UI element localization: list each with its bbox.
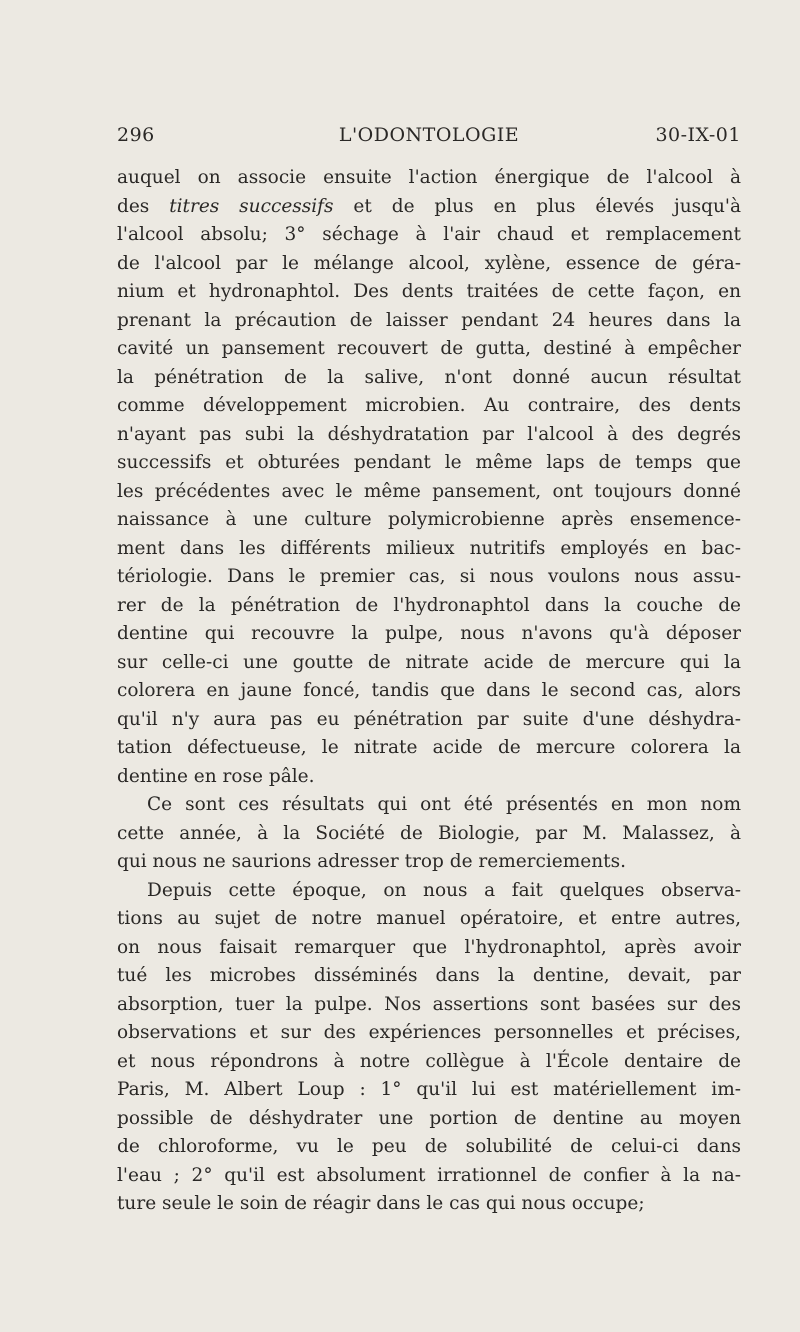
text-line: l'alcool absolu; 3° séchage à l'air chaud et remplacement — [117, 224, 741, 245]
text-line: de chloroforme, vu le peu de solubilité de celui-ci dans — [117, 1136, 741, 1157]
journal-title: L'ODONTOLOGIE — [338, 124, 520, 146]
text-line: n'ayant pas subi la déshydratation par l'alcool à des degrés — [117, 423, 741, 445]
text-line: successifs et obturées pendant le même laps de temps que — [117, 452, 741, 473]
paragraph — [117, 877, 741, 1219]
page-number: 296 — [117, 124, 155, 146]
text-line: tions au sujet de notre manuel opératoire, et entre autres, — [117, 908, 741, 929]
text-line: et nous répondrons à notre collègue à l'École dentaire de — [117, 1050, 741, 1072]
text-line: cette année, à la Société de Biologie, par M. Malassez, à — [117, 822, 741, 844]
text-line: qu'il n'y aura pas eu pénétration par suite d'une déshydra- — [117, 708, 741, 730]
text-line: de l'alcool par le mélange alcool, xylène, essence de géra- — [117, 252, 741, 274]
text-line: comme développement microbien. Au contraire, des dents — [117, 395, 741, 416]
issue-date: 30-IX-01 — [655, 124, 741, 146]
running-header — [117, 124, 741, 154]
text-line: les précédentes avec le même pansement, ont toujours donné — [117, 480, 741, 502]
text-line: tation défectueuse, le nitrate acide de mercure colorera la — [117, 737, 741, 758]
italic-text: titres successifs — [169, 195, 334, 217]
text-line: dentine en rose pâle. — [117, 765, 315, 787]
paragraph — [117, 164, 741, 791]
text-line: qui nous ne saurions adresser trop de remerciements. — [117, 851, 626, 872]
text-line: possible de déshydrater une portion de dentine au moyen — [117, 1107, 741, 1129]
text-line: Depuis cette époque, on nous a fait quelques observa- — [147, 879, 741, 901]
text-line: Ce sont ces résultats qui ont été présentés en mon nom — [147, 794, 741, 815]
text-line: on nous faisait remarquer que l'hydronaphtol, après avoir — [117, 936, 741, 958]
body-text — [117, 164, 741, 1219]
text-line: cavité un pansement recouvert de gutta, destiné à empêcher — [117, 338, 741, 359]
text-line: tériologie. Dans le premier cas, si nous voulons nous assu- — [117, 566, 741, 587]
text-line: la pénétration de la salive, n'ont donné aucun résultat — [117, 366, 741, 388]
text-line: dentine qui recouvre la pulpe, nous n'avons qu'à déposer — [117, 623, 741, 644]
text-line: absorption, tuer la pulpe. Nos assertions sont basées sur des — [117, 993, 741, 1015]
text-line: ture seule le soin de réagir dans le cas qui nous occupe; — [117, 1193, 645, 1214]
text-line: l'eau ; 2° qu'il est absolument irrationnel de confier à la na- — [117, 1164, 741, 1186]
text-line: auquel on associe ensuite l'action énergique de l'alcool à — [117, 167, 741, 188]
text-line: ment dans les différents milieux nutritifs employés en bac- — [117, 537, 741, 559]
text-line: naissance à une culture polymicrobienne après ensemence- — [117, 509, 741, 530]
text-line: des titres successifs et de plus en plus élevés jusqu'à — [117, 195, 741, 217]
text-line: colorera en jaune foncé, tandis que dans le second cas, alors — [117, 680, 741, 701]
text-line: Paris, M. Albert Loup : 1° qu'il lui est matériellement im- — [117, 1079, 741, 1100]
paragraph — [117, 791, 741, 877]
text-line: sur celle-ci une goutte de nitrate acide de mercure qui la — [117, 651, 741, 673]
text-line: nium et hydronaphtol. Des dents traitées de cette façon, en — [117, 281, 741, 302]
text-line: observations et sur des expériences personnelles et précises, — [117, 1022, 741, 1043]
text-line: tué les microbes disséminés dans la dentine, devait, par — [117, 965, 741, 986]
text-line: prenant la précaution de laisser pendant 24 heures dans la — [117, 309, 741, 331]
text-line: rer de la pénétration de l'hydronaphtol dans la couche de — [117, 594, 741, 616]
